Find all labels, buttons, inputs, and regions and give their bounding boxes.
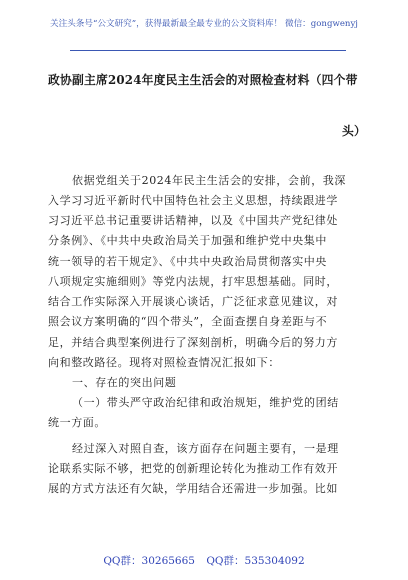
- body-line: 论联系实际不够，把党的创新理论转化为推动工作有效开: [48, 462, 338, 475]
- body-line: 统一领导的若干规定》、《中共中央政治局贯彻落实中央: [48, 255, 327, 268]
- header-banner-text: 关注头条号“公文研究”，获得最新最全最专业的公文资料库！ 微信：gongwenyj: [50, 19, 358, 29]
- subsection-heading: （一）带头严守政治纪律和政治规矩，维护党的团结: [72, 396, 339, 409]
- body-line: 足，并结合典型案例进行了深刻剖析，明确今后的努力方: [48, 336, 338, 349]
- body-line: 分条例》、《中共中央政治局关于加强和维护党中央集中: [48, 234, 327, 247]
- header-banner: [0, 18, 408, 48]
- footer-qq-group-2: QQ群：535304092: [206, 555, 305, 567]
- document-title-line-1: 政协副主席2024年度民主生活会的对照检查材料（四个带: [48, 73, 358, 87]
- subsection-heading-cont: 统一方面。: [48, 416, 106, 429]
- body-line: 入学习习近平新时代中国特色社会主义思想，持续跟进学: [48, 194, 338, 207]
- body-line: 依据党组关于2024年民主生活会的安排，会前，我深: [72, 174, 346, 187]
- body-line: 结合工作实际深入开展谈心谈话，广泛征求意见建议，对: [48, 295, 338, 308]
- body-line: 经过深入对照自查，该方面存在问题主要有，一是理: [72, 442, 339, 455]
- body-line: 展的方式方法还有欠缺，学用结合还需进一步加强。比如: [48, 482, 338, 495]
- body-line: 习习近平总书记重要讲话精神，以及《中国共产党纪律处: [48, 214, 338, 227]
- body-line: 向和整改路径。现将对照检查情况汇报如下：: [48, 356, 280, 369]
- document-title-line-2: 头）: [342, 124, 366, 138]
- footer: [0, 553, 408, 568]
- body-line: 八项规定实施细则》等党内法规，打牢思想基础。同时，: [48, 275, 338, 288]
- body-line: 照会议方案明确的“四个带头”，全面查摆自身差距与不: [48, 315, 328, 328]
- footer-qq-group-1: QQ群：30265665: [103, 555, 195, 567]
- section-heading: 一、存在的突出问题: [72, 376, 177, 389]
- header-rule: [70, 50, 346, 51]
